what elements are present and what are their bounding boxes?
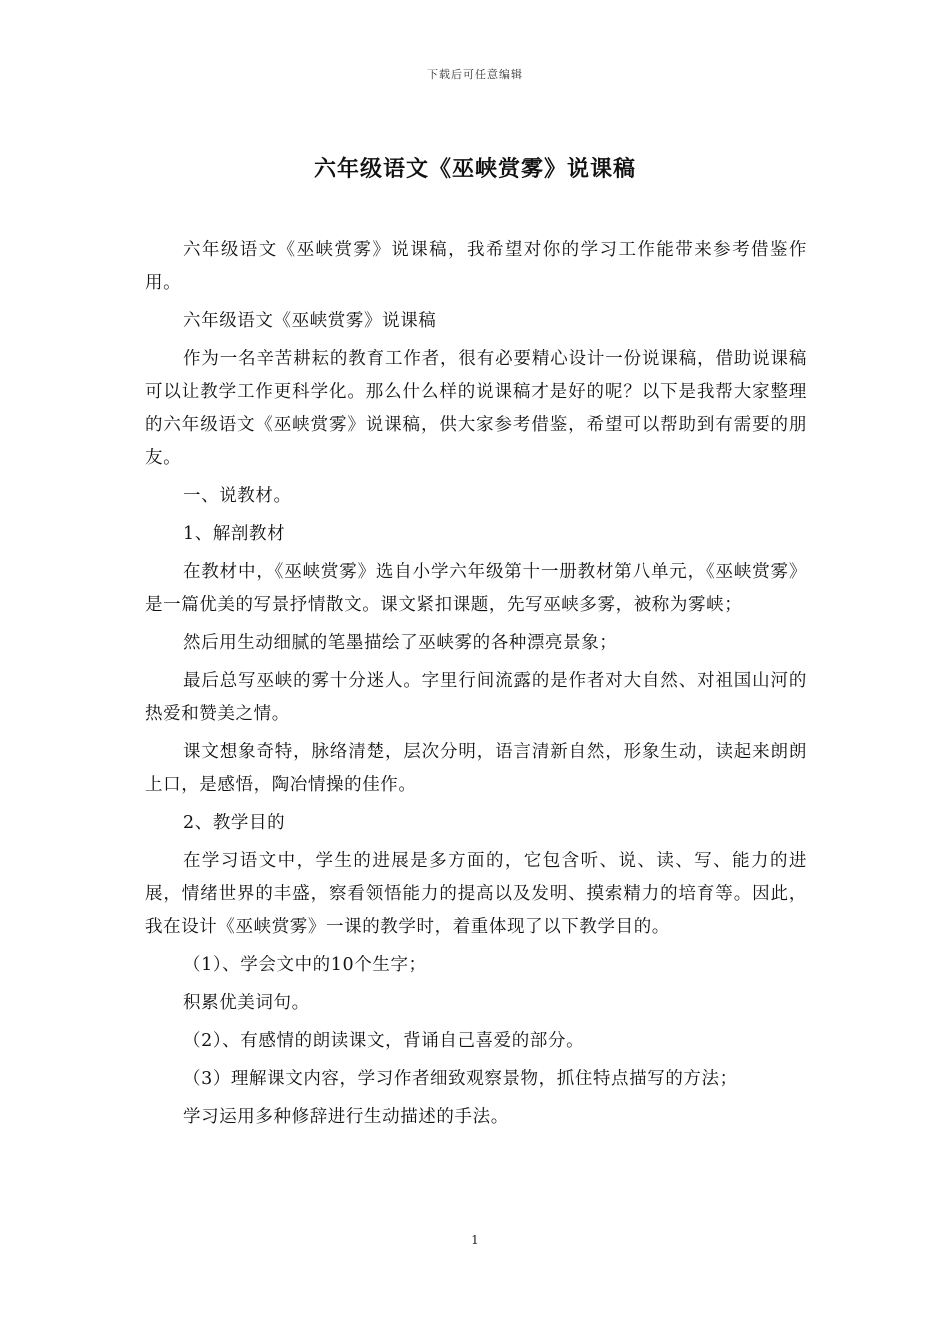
paragraph-intro: 六年级语文《巫峡赏雾》说课稿，我希望对你的学习工作能带来参考借鉴作用。: [145, 240, 807, 293]
paragraph: 在学习语文中，学生的进展是多方面的，它包含听、说、读、写、能力的进展，情绪世界的丰盛，察看领悟能力的提高以及发明、摸索精力的培育等。因此，我在设计《巫峡赏雾》一课的教学时，着重体现了以下教学目的。: [145, 851, 807, 937]
document-title: 六年级语文《巫峡赏雾》说课稿: [313, 156, 636, 182]
header-note: 下载后可任意编辑: [427, 68, 523, 81]
paragraph: 积累优美词句。: [183, 993, 310, 1013]
paragraph: 在教材中，《巫峡赏雾》选自小学六年级第十一册教材第八单元，《巫峡赏雾》是一篇优美的写景抒情散文。课文紧扣课题，先写巫峡多雾，被称为雾峡；: [145, 562, 807, 615]
list-item: （2）、有感情的朗读课文，背诵自己喜爱的部分。: [183, 1031, 585, 1051]
paragraph: 然后用生动细腻的笔墨描绘了巫峡雾的各种漂亮景象；: [183, 633, 618, 653]
subsection-heading: 2、教学目的: [183, 813, 286, 833]
document-body: [145, 234, 807, 1139]
list-item: （3）理解课文内容，学习作者细致观察景物，抓住特点描写的方法；: [183, 1069, 738, 1089]
section-heading: 一、说教材。: [183, 486, 292, 506]
paragraph-subtitle: 六年级语文《巫峡赏雾》说课稿: [183, 311, 437, 331]
subsection-heading: 1、解剖教材: [183, 524, 286, 544]
paragraph: 课文想象奇特，脉络清楚，层次分明，语言清新自然，形象生动，读起来朗朗上口，是感悟，陶冶情操的佳作。: [145, 742, 807, 795]
paragraph: 最后总写巫峡的雾十分迷人。字里行间流露的是作者对大自然、对祖国山河的热爱和赞美之情。: [145, 671, 807, 724]
page-number: 1: [471, 1233, 479, 1247]
paragraph-preface: 作为一名辛苦耕耘的教育工作者，很有必要精心设计一份说课稿，借助说课稿可以让教学工作更科学化。那么什么样的说课稿才是好的呢？以下是我帮大家整理的六年级语文《巫峡赏雾》说课稿，供大家参考借鉴，希望可以帮助到有需要的朋友。: [145, 349, 807, 468]
paragraph: 学习运用多种修辞进行生动描述的手法。: [183, 1107, 509, 1127]
list-item: （1）、学会文中的10个生字；: [183, 955, 427, 975]
